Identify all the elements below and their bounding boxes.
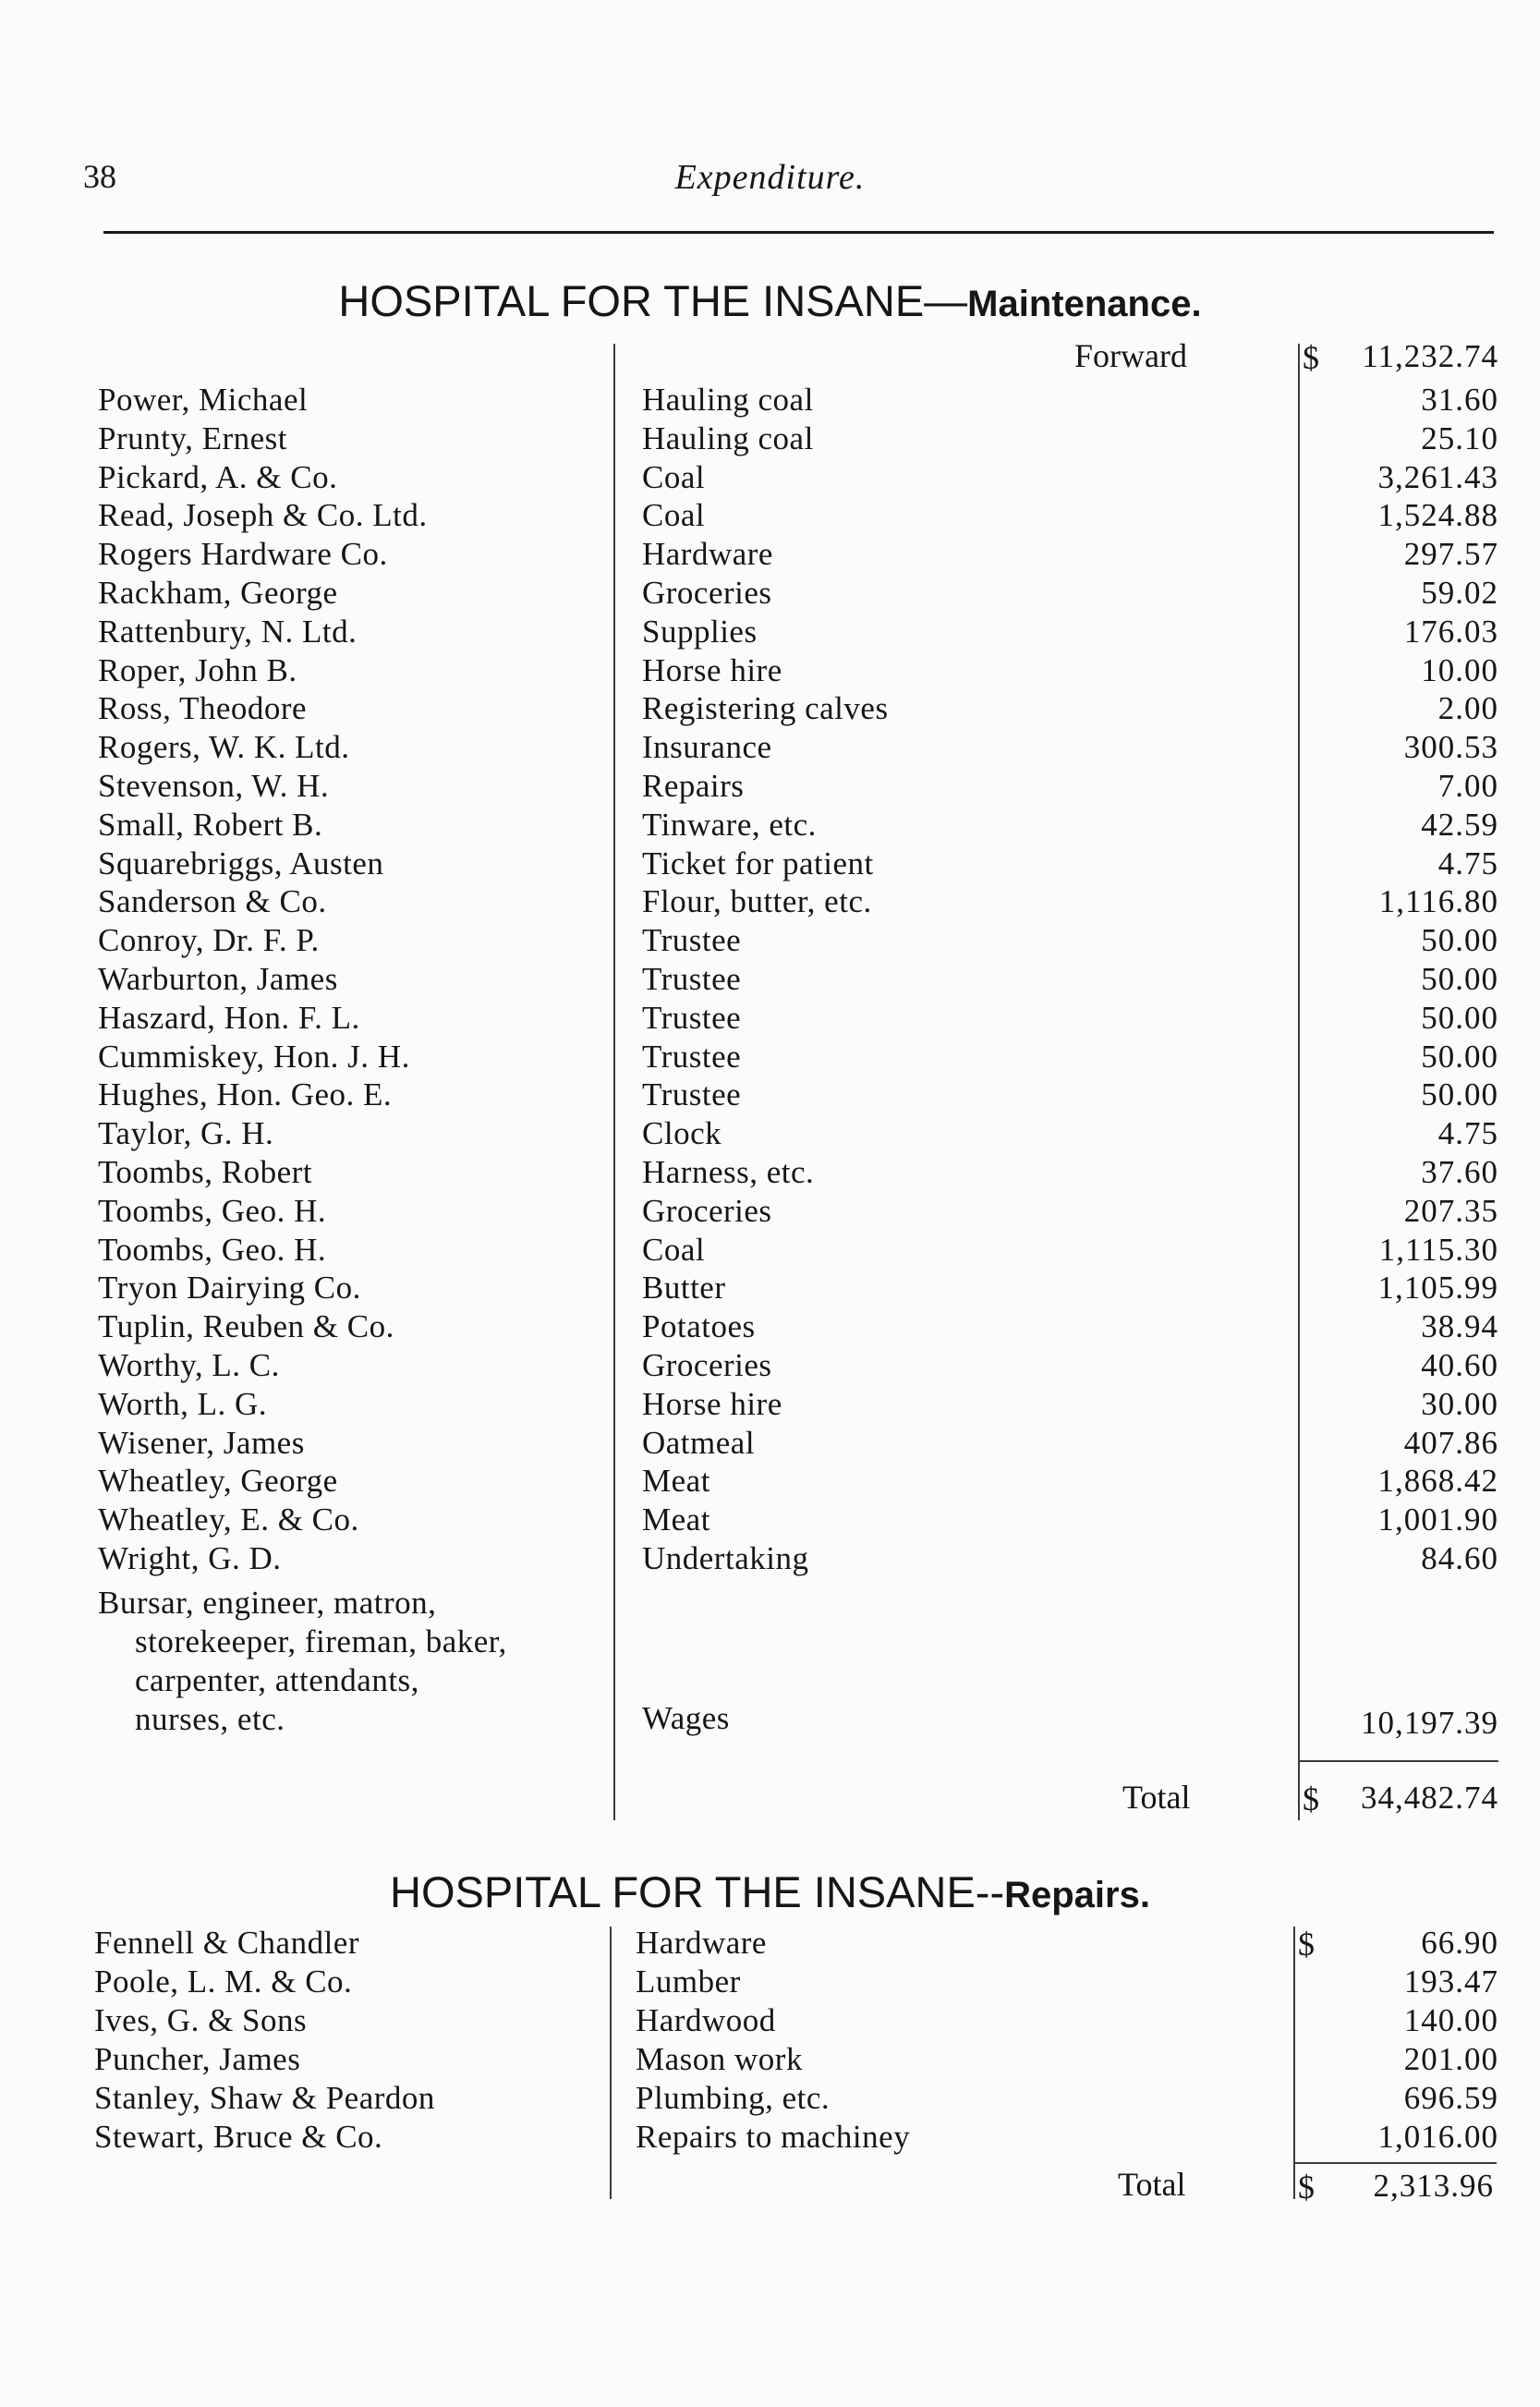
ledger-row <box>0 2041 1540 2080</box>
expense-amount: 1,115.30 <box>1378 1231 1498 1268</box>
expense-item: Trustee <box>642 999 742 1036</box>
expense-amount: 38.94 <box>1421 1308 1498 1345</box>
payee-name: Small, Robert B. <box>98 806 323 843</box>
expense-amount: 1,001.90 <box>1377 1501 1498 1538</box>
total-label: Total <box>1122 1779 1191 1816</box>
expense-amount: 201.00 <box>1403 2041 1498 2077</box>
expense-amount: 176.03 <box>1403 613 1498 650</box>
payee-name: Squarebriggs, Austen <box>98 845 384 881</box>
payee-name: Wright, G. D. <box>98 1540 282 1576</box>
expense-amount: 140.00 <box>1403 2002 1498 2038</box>
ledger-row <box>0 614 1540 652</box>
total-amount: 34,482.74 <box>1361 1780 1498 1816</box>
expense-amount: 25.10 <box>1421 419 1498 456</box>
expense-amount: 1,105.99 <box>1377 1270 1498 1307</box>
ledger-row <box>0 1115 1540 1154</box>
total-rule <box>1298 1760 1498 1762</box>
expense-item: Meat <box>642 1463 710 1500</box>
expense-amount: 696.59 <box>1403 2080 1498 2116</box>
expense-amount: 3,261.43 <box>1377 458 1498 495</box>
payee-name: Toombs, Geo. H. <box>98 1231 327 1268</box>
maintenance-title <box>0 275 1540 326</box>
forward-label: Forward <box>1074 337 1187 374</box>
expense-amount: 50.00 <box>1421 999 1498 1036</box>
expense-amount: 30.00 <box>1421 1385 1498 1422</box>
expense-amount: 50.00 <box>1421 922 1498 959</box>
repairs-title-sub: Repairs. <box>1004 1875 1150 1915</box>
expense-item: Registering calves <box>642 690 889 727</box>
expense-amount: 37.60 <box>1421 1154 1498 1190</box>
ledger-row <box>0 2080 1540 2119</box>
expense-item: Butter <box>642 1270 726 1307</box>
expense-item: Groceries <box>642 1347 772 1383</box>
ledger-row <box>0 922 1540 961</box>
expense-amount: 31.60 <box>1421 382 1498 418</box>
expense-amount: 407.86 <box>1403 1424 1498 1461</box>
payee-name: Taylor, G. H. <box>98 1115 274 1152</box>
repairs-title-main: HOSPITAL FOR THE INSANE-- <box>390 1867 1005 1916</box>
ledger-row <box>0 459 1540 498</box>
ledger-row <box>0 845 1540 884</box>
expense-item: Trustee <box>642 1038 742 1075</box>
payee-name: Ross, Theodore <box>98 690 308 727</box>
ledger-row <box>0 1154 1540 1193</box>
ledger-row <box>0 1232 1540 1270</box>
payee-name: Wisener, James <box>98 1424 305 1461</box>
expense-item: Clock <box>642 1115 722 1152</box>
ledger-row <box>0 575 1540 614</box>
payee-name: Read, Joseph & Co. Ltd. <box>98 497 428 534</box>
payee-name: Ives, G. & Sons <box>94 2002 308 2038</box>
expense-item: Harness, etc. <box>642 1154 815 1190</box>
expense-item: Mason work <box>636 2041 803 2077</box>
ledger-row <box>0 652 1540 691</box>
forward-currency: $ <box>1303 339 1319 376</box>
expense-item: Supplies <box>642 613 758 650</box>
staff-item: Wages <box>642 1700 730 1736</box>
expense-item: Coal <box>642 458 706 495</box>
expense-item: Hauling coal <box>642 419 814 456</box>
ledger-row <box>0 1347 1540 1386</box>
payee-name: Rogers, W. K. Ltd. <box>98 729 350 766</box>
expense-amount: 10.00 <box>1421 651 1498 688</box>
ledger-row <box>0 420 1540 459</box>
expense-amount: 42.59 <box>1421 806 1498 843</box>
payee-name: Puncher, James <box>94 2041 301 2077</box>
repairs-total-amount: 2,313.96 <box>1373 2168 1494 2204</box>
staff-amount: 10,197.39 <box>1361 1705 1498 1741</box>
ledger-row <box>0 536 1540 575</box>
header-rule <box>103 231 1494 234</box>
expense-item: Coal <box>642 1231 706 1268</box>
ledger-row <box>0 690 1540 729</box>
ledger-row <box>0 1386 1540 1425</box>
expense-item: Horse hire <box>642 1385 782 1422</box>
payee-name: Roper, John B. <box>98 651 297 688</box>
payee-name: Warburton, James <box>98 961 338 997</box>
payee-name: Tryon Dairying Co. <box>98 1270 361 1307</box>
expense-item: Trustee <box>642 922 742 959</box>
payee-name: Cummiskey, Hon. J. H. <box>98 1038 410 1075</box>
payee-name: Sanderson & Co. <box>98 883 327 920</box>
staff-line: carpenter, attendants, <box>135 1662 419 1698</box>
payee-name: Fennell & Chandler <box>94 1925 360 1961</box>
expense-amount: 1,116.80 <box>1378 883 1498 920</box>
page-header <box>0 157 1540 213</box>
payee-name: Rattenbury, N. Ltd. <box>98 613 358 650</box>
expense-item: Insurance <box>642 729 772 766</box>
expense-item: Ticket for patient <box>642 845 874 881</box>
ledger-row <box>0 1308 1540 1347</box>
payee-name: Rogers Hardware Co. <box>98 536 388 573</box>
payee-name: Worth, L. G. <box>98 1385 268 1422</box>
repairs-title <box>0 1866 1540 1917</box>
payee-name: Poole, L. M. & Co. <box>94 1963 353 2000</box>
payee-name: Hughes, Hon. Geo. E. <box>98 1076 393 1113</box>
payee-name: Wheatley, E. & Co. <box>98 1501 359 1538</box>
expense-item: Repairs <box>642 768 745 804</box>
ledger-row <box>0 1039 1540 1077</box>
payee-name: Prunty, Ernest <box>98 419 287 456</box>
expense-item: Tinware, etc. <box>642 806 817 843</box>
expense-item: Groceries <box>642 575 772 611</box>
payee-name: Rackham, George <box>98 575 338 611</box>
payee-name: Conroy, Dr. F. P. <box>98 922 320 959</box>
payee-name: Worthy, L. C. <box>98 1347 280 1383</box>
expense-amount: 207.35 <box>1403 1192 1498 1229</box>
expense-amount: 7.00 <box>1437 768 1498 804</box>
staff-line: Bursar, engineer, matron, <box>98 1585 437 1621</box>
ledger-row <box>0 2119 1540 2158</box>
ledger-row <box>0 883 1540 922</box>
repairs-total-rule <box>1293 2162 1497 2164</box>
expense-amount: 2.00 <box>1437 690 1498 727</box>
ledger-row <box>0 1463 1540 1501</box>
expense-item: Groceries <box>642 1192 772 1229</box>
expense-amount: 297.57 <box>1403 536 1498 573</box>
expense-item: Repairs to machiney <box>636 2119 911 2155</box>
expense-amount: 4.75 <box>1437 1115 1498 1152</box>
ledger-row <box>0 1540 1540 1579</box>
ledger-row <box>0 1076 1540 1115</box>
expense-amount: 300.53 <box>1403 729 1498 766</box>
running-title: Expenditure. <box>674 158 866 197</box>
ledger-row <box>0 1963 1540 2002</box>
repairs-total-label: Total <box>1118 2166 1186 2203</box>
ledger-row <box>0 961 1540 1000</box>
expense-item: Meat <box>642 1501 710 1538</box>
expense-amount: 4.75 <box>1437 845 1498 881</box>
ledger-row <box>0 1425 1540 1464</box>
expense-item: Horse hire <box>642 651 782 688</box>
expense-item: Hauling coal <box>642 382 814 418</box>
payee-name: Toombs, Robert <box>98 1154 313 1190</box>
maintenance-title-main: HOSPITAL FOR THE INSANE— <box>338 276 968 325</box>
expense-amount: 66.90 <box>1421 1925 1498 1961</box>
expense-item: Hardwood <box>636 2002 776 2038</box>
expense-item: Coal <box>642 497 706 534</box>
expense-amount: 40.60 <box>1421 1347 1498 1383</box>
expense-item: Trustee <box>642 1076 742 1113</box>
ledger-row <box>0 1193 1540 1232</box>
expense-amount: 1,868.42 <box>1377 1463 1498 1500</box>
payee-name: Haszard, Hon. F. L. <box>98 999 360 1036</box>
expense-item: Hardware <box>636 1925 767 1961</box>
expense-item: Oatmeal <box>642 1424 756 1461</box>
expense-item: Flour, butter, etc. <box>642 883 872 920</box>
expense-item: Hardware <box>642 536 773 573</box>
expense-amount: 59.02 <box>1421 575 1498 611</box>
payee-name: Stewart, Bruce & Co. <box>94 2119 383 2155</box>
ledger-row <box>0 729 1540 768</box>
expense-item: Potatoes <box>642 1308 756 1345</box>
staff-line: storekeeper, fireman, baker, <box>135 1623 507 1659</box>
payee-name: Stevenson, W. H. <box>98 768 330 804</box>
forward-amount: 11,232.74 <box>1362 338 1498 374</box>
staff-line: nurses, etc. <box>135 1701 285 1737</box>
payee-name: Stanley, Shaw & Peardon <box>94 2080 435 2116</box>
expense-amount: 50.00 <box>1421 1038 1498 1075</box>
repairs-total-currency: $ <box>1298 2169 1315 2206</box>
maintenance-title-sub: Maintenance. <box>967 284 1202 324</box>
ledger-row <box>0 768 1540 807</box>
repairs-currency: $ <box>1298 1926 1315 1963</box>
payee-name: Tuplin, Reuben & Co. <box>98 1308 394 1345</box>
ledger-row <box>0 1925 1540 1963</box>
ledger-row <box>0 1270 1540 1308</box>
staff-description <box>98 1584 601 1739</box>
expense-amount: 50.00 <box>1421 1076 1498 1113</box>
payee-name: Toombs, Geo. H. <box>98 1192 327 1229</box>
expense-amount: 193.47 <box>1403 1963 1498 2000</box>
payee-name: Pickard, A. & Co. <box>98 458 338 495</box>
expense-item: Plumbing, etc. <box>636 2080 831 2116</box>
expense-amount: 84.60 <box>1421 1540 1498 1576</box>
expense-item: Undertaking <box>642 1540 809 1576</box>
ledger-row <box>0 1501 1540 1540</box>
expense-amount: 50.00 <box>1421 961 1498 997</box>
ledger-row <box>0 497 1540 536</box>
total-currency: $ <box>1303 1781 1319 1817</box>
expense-amount: 1,524.88 <box>1377 497 1498 534</box>
expense-amount: 1,016.00 <box>1377 2119 1498 2155</box>
expense-item: Lumber <box>636 1963 741 2000</box>
ledger-row <box>0 382 1540 420</box>
ledger-row <box>0 2002 1540 2041</box>
payee-name: Power, Michael <box>98 382 309 418</box>
ledger-row <box>0 1000 1540 1039</box>
expense-item: Trustee <box>642 961 742 997</box>
payee-name: Wheatley, George <box>98 1463 338 1500</box>
page-number: 38 <box>83 158 116 195</box>
ledger-row <box>0 807 1540 845</box>
